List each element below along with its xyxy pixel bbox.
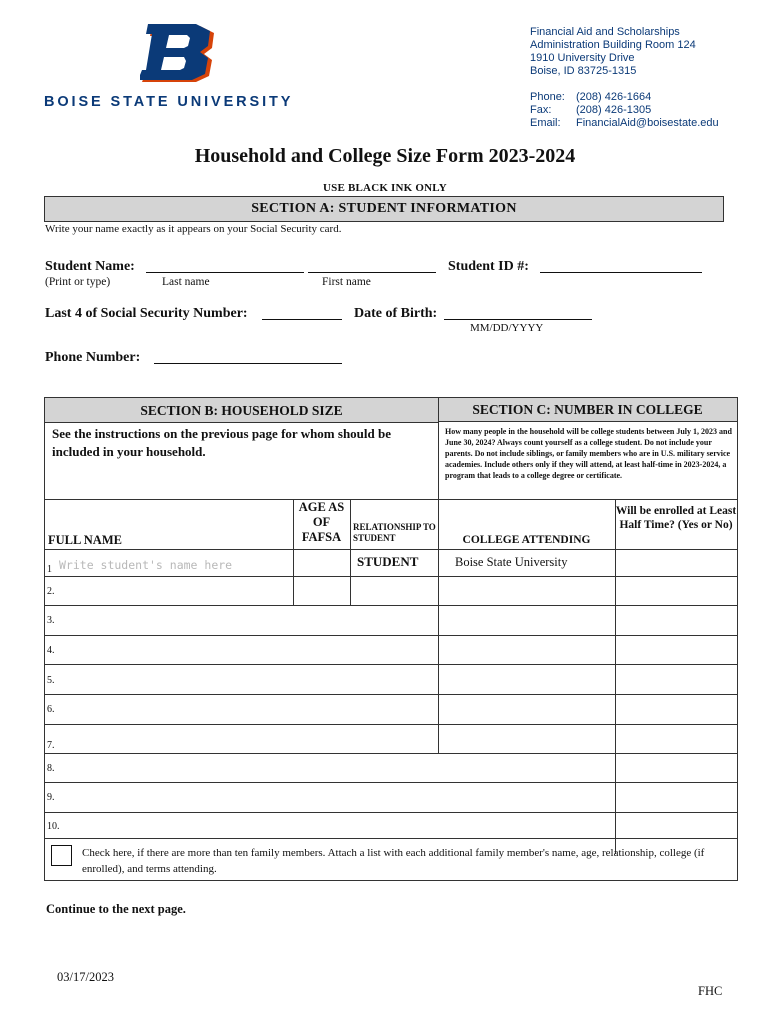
row-number: 2. [47,586,55,597]
student-name-input[interactable]: Write student's name here [59,558,233,572]
divider [45,635,737,636]
continue-note: Continue to the next page. [46,902,186,916]
row-number: 10. [47,821,60,832]
divider [45,753,737,754]
divider [45,499,737,500]
boise-state-b-logo [140,24,220,84]
divider [350,499,351,606]
divider [45,576,737,577]
col-relationship: RELATIONSHIP TO STUDENT [353,522,436,543]
section-b-heading: SECTION B: HOUSEHOLD SIZE [140,403,343,418]
section-c-heading: SECTION C: NUMBER IN COLLEGE [472,402,703,417]
divider [45,664,737,665]
footer-date: 03/17/2023 [57,970,114,984]
dob-format-caption: MM/DD/YYYY [470,322,544,334]
divider [45,724,737,725]
household-table [44,397,738,881]
phone-value: (208) 426-1664 [576,91,652,103]
divider [438,421,737,422]
row-number: 7. [47,740,55,751]
page-title: Household and College Size Form 2023-2024 [194,145,576,167]
fax-value: (208) 426-1305 [576,104,652,116]
dob-field[interactable] [444,306,592,320]
section-c-instructions: How many people in the household will be college students between July 1, 2023 and June 30, 2024? Always count yourself as a college student. Do not include your parents. Do not include siblings, or family members who are in U.S. military service academies. Include others only if they will attend, at least half-time in 2023-2024, a program that leads to a college degree or certificate. [445,427,732,480]
print-or-type-note: (Print or type) [45,276,111,288]
section-a-heading: SECTION A: STUDENT INFORMATION [44,196,724,222]
col-age: AGE AS OF FAFSA [298,500,345,544]
phone-number-label: Phone Number: [45,350,141,365]
last-name-field[interactable] [146,259,304,273]
college-boise-state: Boise State University [455,555,568,569]
ssn-label: Last 4 of Social Security Number: [45,306,248,321]
contact-street: 1910 University Drive [530,52,635,64]
col-enrolled: Will be enrolled at Least Half Time? (Yes or No) [615,505,737,531]
relationship-student: STUDENT [357,554,419,569]
first-name-caption: First name [322,276,371,288]
section-b-instructions: See the instructions on the previous page for whom should be included in your household. [52,426,391,459]
university-wordmark: BOISE STATE UNIVERSITY [44,94,294,110]
dob-label: Date of Birth: [354,306,438,321]
phone-label: Phone: [530,91,565,103]
row-number: 9. [47,792,55,803]
name-instruction: Write your name exactly as it appears on your Social Security card. [45,223,342,235]
email-label: Email: [530,117,561,129]
divider [45,782,737,783]
divider [45,838,737,839]
first-name-field[interactable] [308,259,436,273]
row-number: 1 [47,564,52,575]
student-id-field[interactable] [540,259,702,273]
row-number: 5. [47,675,55,686]
student-name-label: Student Name: [45,259,135,274]
contact-city: Boise, ID 83725-1315 [530,65,637,77]
email-link[interactable]: FinancialAid@boisestate.edu [576,117,719,129]
divider [45,605,737,606]
more-members-checkbox[interactable] [51,845,72,866]
ink-note: USE BLACK INK ONLY [323,182,447,194]
divider [45,812,737,813]
col-full-name: FULL NAME [48,533,122,547]
row-number: 8. [47,763,55,774]
more-members-note: Check here, if there are more than ten family members. Attach a list with each additional family member's name, age, relationship, college (if enrolled), and terms attending. [82,847,705,875]
row-number: 6. [47,704,55,715]
fax-label: Fax: [530,104,552,116]
footer-code: FHC [698,984,723,998]
contact-office: Financial Aid and Scholarships [530,26,680,38]
divider [45,694,737,695]
divider [615,499,616,854]
contact-building: Administration Building Room 124 [530,39,696,51]
row-number: 4. [47,645,55,656]
divider [45,549,737,550]
col-college: COLLEGE ATTENDING [462,534,591,546]
divider [45,422,438,423]
ssn-field[interactable] [262,306,342,320]
phone-number-field[interactable] [154,350,342,364]
last-name-caption: Last name [162,276,210,288]
row-number: 3. [47,615,55,626]
student-id-label: Student ID #: [448,259,529,274]
